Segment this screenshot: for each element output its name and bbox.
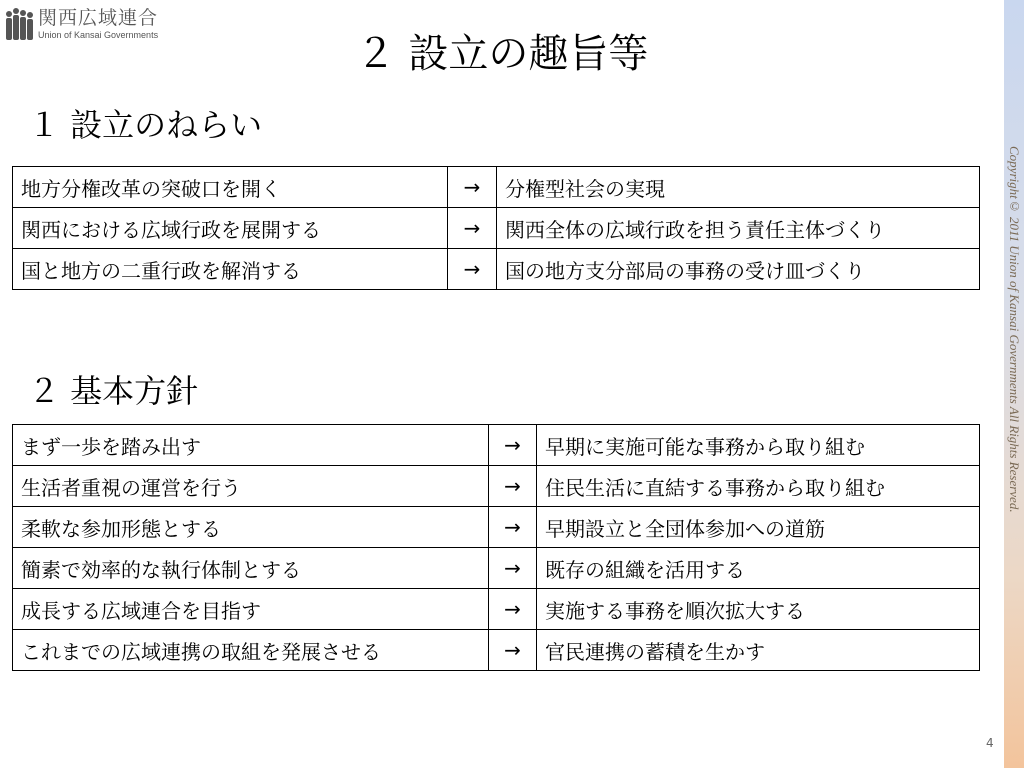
aim-cell: 関西における広域行政を展開する xyxy=(13,208,448,249)
section2-heading: ２ 基本方針 xyxy=(28,372,199,410)
arrow-icon: → xyxy=(489,589,537,630)
arrow-icon: → xyxy=(448,208,497,249)
section1-heading: １ 設立のねらい xyxy=(28,106,263,144)
table-row xyxy=(13,208,980,249)
aims-table xyxy=(12,166,980,290)
aim-cell: 地方分権改革の突破口を開く xyxy=(13,167,448,208)
table-row xyxy=(13,507,980,548)
action-cell: 実施する事務を順次拡大する xyxy=(537,589,980,630)
result-cell: 国の地方支分部局の事務の受け皿づくり xyxy=(497,249,980,290)
arrow-icon: → xyxy=(489,507,537,548)
page-title: ２ 設立の趣旨等 xyxy=(355,31,649,77)
policy-cell: 成長する広域連合を目指す xyxy=(13,589,489,630)
arrow-icon: → xyxy=(489,630,537,671)
table-row xyxy=(13,589,980,630)
policy-cell: まず一歩を踏み出す xyxy=(13,425,489,466)
logo-english-text: Union of Kansai Governments xyxy=(38,29,159,40)
page-number: 4 xyxy=(986,736,994,750)
arrow-icon: → xyxy=(448,167,497,208)
arrow-icon: → xyxy=(489,425,537,466)
policy-cell: 簡素で効率的な執行体制とする xyxy=(13,548,489,589)
table-row xyxy=(13,167,980,208)
table-row xyxy=(13,466,980,507)
table-row xyxy=(13,249,980,290)
action-cell: 早期設立と全団体参加への道筋 xyxy=(537,507,980,548)
arrow-icon: → xyxy=(448,249,497,290)
policy-table xyxy=(12,424,980,671)
arrow-icon: → xyxy=(489,466,537,507)
table-row xyxy=(13,630,980,671)
logo-japanese-text: 関西広域連合 xyxy=(38,6,159,29)
action-cell: 既存の組織を活用する xyxy=(537,548,980,589)
table-row xyxy=(13,425,980,466)
result-cell: 関西全体の広域行政を担う責任主体づくり xyxy=(497,208,980,249)
policy-cell: これまでの広域連携の取組を発展させる xyxy=(13,630,489,671)
table-row xyxy=(13,548,980,589)
policy-cell: 生活者重視の運営を行う xyxy=(13,466,489,507)
action-cell: 官民連携の蓄積を生かす xyxy=(537,630,980,671)
result-cell: 分権型社会の実現 xyxy=(497,167,980,208)
action-cell: 早期に実施可能な事務から取り組む xyxy=(537,425,980,466)
copyright-notice: Copyright© 2011 Union of Kansai Governments All Rights Reserved. xyxy=(1007,146,1022,513)
action-cell: 住民生活に直結する事務から取り組む xyxy=(537,466,980,507)
policy-cell: 柔軟な参加形態とする xyxy=(13,507,489,548)
arrow-icon: → xyxy=(489,548,537,589)
aim-cell: 国と地方の二重行政を解消する xyxy=(13,249,448,290)
